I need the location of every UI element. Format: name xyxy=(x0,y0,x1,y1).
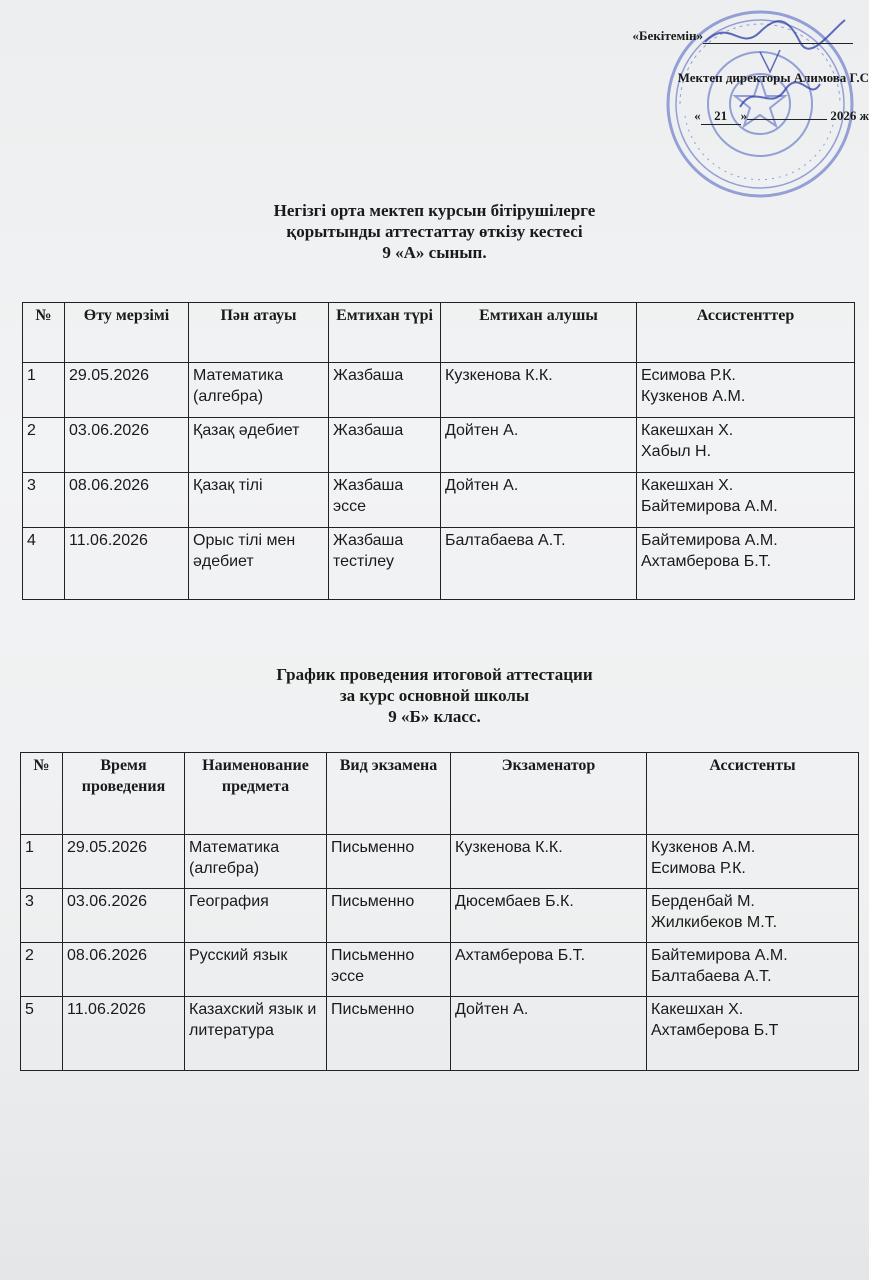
header-date: Өту мерзімі xyxy=(65,303,189,363)
header-date: Время проведения xyxy=(63,753,185,835)
table-row: 2 03.06.2026 Қазақ әдебиет Жазбаша Дойтен А. Какешхан Х. Хабыл Н. xyxy=(23,418,855,473)
header-subject: Пән атауы xyxy=(189,303,329,363)
table-row: 2 08.06.2026 Русский язык Письменно эссе Ахтамберова Б.Т. Байтемирова А.М. Балтабаева А.Т. xyxy=(21,943,859,997)
approval-heading: «Бекітемін» xyxy=(632,28,853,44)
header-assistants: Ассистенты xyxy=(647,753,859,835)
header-assistants: Ассистенттер xyxy=(637,303,855,363)
table-a-header xyxy=(23,303,855,363)
table-row: 3 08.06.2026 Қазақ тілі Жазбаша эссе Дойтен А. Какешхан Х. Байтемирова А.М. xyxy=(23,473,855,528)
header-type: Вид экзамена xyxy=(327,753,451,835)
table-a xyxy=(22,302,855,600)
header-examiner: Емтихан алушы xyxy=(441,303,637,363)
table-b xyxy=(20,752,859,1071)
header-subject: Наименование предмета xyxy=(185,753,327,835)
header-num: № xyxy=(21,753,63,835)
header-examiner: Экзаменатор xyxy=(451,753,647,835)
approval-date: « 21 » 2026 ж xyxy=(694,108,869,123)
table-b-header xyxy=(21,753,859,835)
header-num: № xyxy=(23,303,65,363)
table-row: 4 11.06.2026 Орыс тілі мен әдебиет Жазбаша тестілеу Балтабаева А.Т. Байтемирова А.М. Ахтамберова Б.Т. xyxy=(23,528,855,600)
table-row: 1 29.05.2026 Математика (алгебра) Жазбаша Кузкенова К.К. Есимова Р.К. Кузкенов А.М. xyxy=(23,363,855,418)
table-row: 3 03.06.2026 География Письменно Дюсембаев Б.К. Берденбай М. Жилкибеков М.Т. xyxy=(21,889,859,943)
table-b-title: График проведения итоговой аттестации за курс основной школы 9 «Б» класс. xyxy=(276,665,593,726)
table-row: 5 11.06.2026 Казахский язык и литература Письменно Дойтен А. Какешхан Х. Ахтамберова Б.Т xyxy=(21,997,859,1071)
table-a-title: Негізгі орта мектеп курсын бітірушілерге қорытынды аттестаттау өткізу кестесі 9 «А» сынып. xyxy=(273,201,596,262)
header-type: Емтихан түрі xyxy=(329,303,441,363)
approval-director: Мектеп директоры Алимова Г.С xyxy=(677,70,869,85)
table-row: 1 29.05.2026 Математика (алгебра) Письменно Кузкенова К.К. Кузкенов А.М. Есимова Р.К. xyxy=(21,835,859,889)
